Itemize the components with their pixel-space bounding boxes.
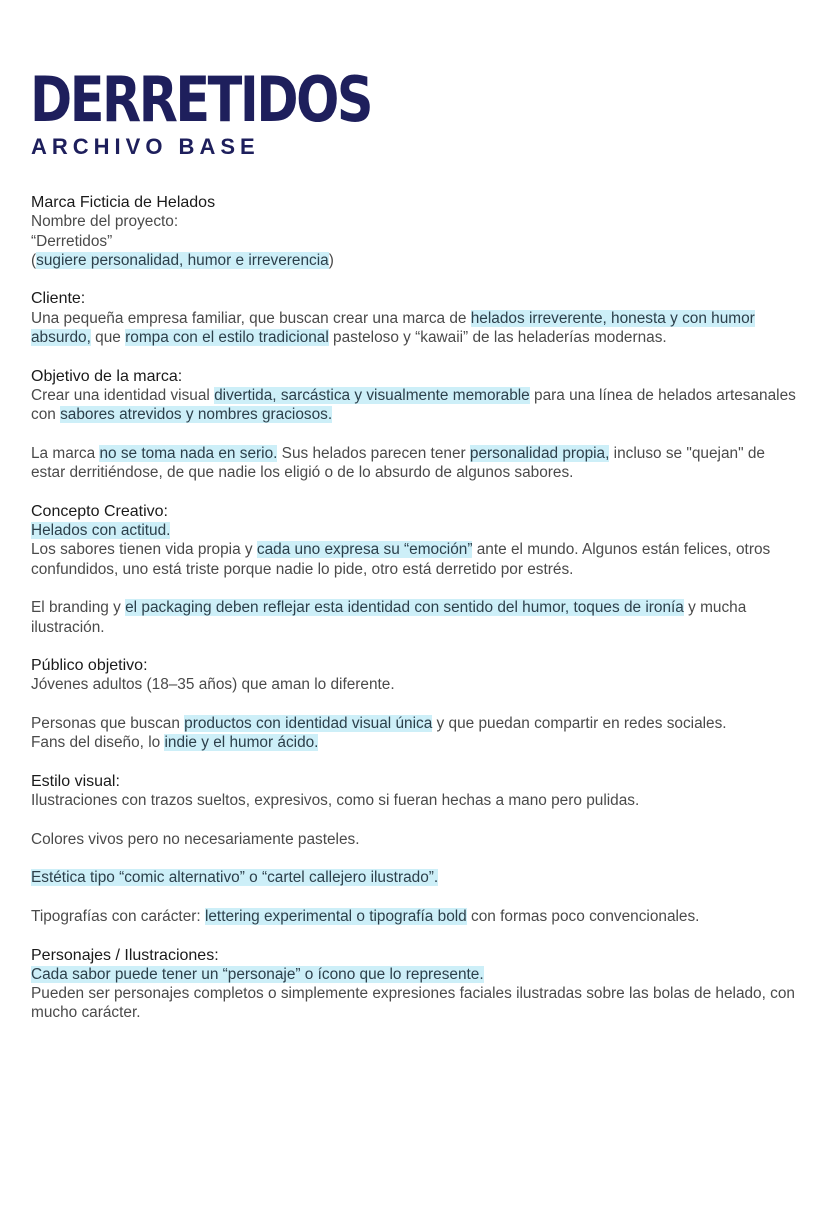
section-heading: Estilo visual: bbox=[31, 772, 120, 790]
body-text: y mucha ilustración. bbox=[31, 599, 747, 636]
body-text: Una pequeña empresa familiar, que buscan crear una marca de bbox=[31, 309, 471, 327]
paragraph bbox=[31, 386, 801, 425]
section-heading: Objetivo de la marca: bbox=[31, 367, 183, 385]
body-text: que bbox=[90, 329, 126, 347]
paragraph bbox=[31, 907, 801, 926]
section bbox=[31, 193, 801, 270]
body-text: El branding y bbox=[31, 599, 126, 617]
highlighted-text: indie y el humor ácido. bbox=[164, 734, 319, 752]
highlighted-text: personalidad propia, bbox=[469, 444, 610, 462]
highlighted-text: helados irreverente, honesta y con humor absurdo, bbox=[31, 309, 755, 347]
paragraph bbox=[31, 444, 801, 483]
highlighted-text: el packaging deben reflejar esta identidad con sentido del humor, toques de ironía bbox=[125, 599, 684, 617]
highlighted-text: cada uno expresa su “emoción” bbox=[256, 541, 473, 559]
section bbox=[31, 367, 801, 483]
highlighted-text: divertida, sarcástica y visualmente memorable bbox=[214, 386, 530, 404]
body-text: “Derretidos” bbox=[31, 232, 113, 250]
body-text: pasteloso y “kawaii” de las heladerías modernas. bbox=[328, 329, 667, 347]
section bbox=[31, 946, 801, 1023]
body-text: incluso se "quejan" de estar derritiéndose, de que nadie los eligió o de lo absurdo de algunos sabores. bbox=[31, 444, 765, 482]
body-text: La marca bbox=[31, 444, 100, 462]
paragraph bbox=[31, 212, 801, 270]
document-body bbox=[31, 193, 801, 1042]
section-heading: Personajes / Ilustraciones: bbox=[31, 946, 219, 964]
section bbox=[31, 289, 801, 347]
section-heading: Concepto Creativo: bbox=[31, 502, 168, 520]
body-text: Los sabores tienen vida propia y bbox=[31, 541, 257, 559]
body-text: Ilustraciones con trazos sueltos, expresivos, como si fueran hechas a mano pero pulidas. bbox=[31, 792, 640, 810]
body-text: para una línea de helados artesanales con bbox=[31, 386, 796, 424]
body-text: y que puedan compartir en redes sociales. bbox=[432, 715, 727, 733]
highlighted-text: sugiere personalidad, humor e irreverencia bbox=[36, 251, 329, 269]
body-text: ) bbox=[328, 251, 334, 269]
body-text: Jóvenes adultos (18–35 años) que aman lo diferente. bbox=[31, 676, 395, 694]
paragraph bbox=[31, 791, 801, 810]
highlighted-text: productos con identidad visual única bbox=[184, 715, 433, 733]
section-heading: Público objetivo: bbox=[31, 657, 148, 675]
highlighted-text: no se toma nada en serio. bbox=[99, 444, 278, 462]
paragraph bbox=[31, 521, 801, 579]
paragraph bbox=[31, 309, 801, 348]
section bbox=[31, 656, 801, 752]
paragraph bbox=[31, 714, 801, 753]
body-text: Personas que buscan bbox=[31, 715, 185, 733]
section-heading: Cliente: bbox=[31, 290, 86, 308]
body-text: Crear una identidad visual bbox=[31, 386, 215, 404]
paragraph bbox=[31, 965, 801, 1023]
paragraph bbox=[31, 830, 801, 849]
highlighted-text: lettering experimental o tipografía bold bbox=[204, 907, 467, 925]
highlighted-text: sabores atrevidos y nombres graciosos. bbox=[60, 406, 333, 424]
section bbox=[31, 502, 801, 637]
body-text: ante el mundo. Algunos están felices, otros confundidos, uno está triste porque nadie lo pide, otro está derretido por estrés. bbox=[31, 541, 771, 578]
brand-logo: DERRETIDOS bbox=[30, 63, 371, 136]
paragraph bbox=[31, 675, 801, 694]
paragraph bbox=[31, 598, 801, 637]
highlighted-text: Estética tipo “comic alternativo” o “cartel callejero ilustrado”. bbox=[31, 869, 439, 887]
highlighted-text: rompa con el estilo tradicional bbox=[125, 329, 329, 347]
document-subtitle: ARCHIVO BASE bbox=[31, 134, 260, 159]
body-text: Tipografías con carácter: bbox=[31, 907, 205, 925]
highlighted-text: Helados con actitud. bbox=[31, 522, 171, 540]
body-text: ( bbox=[31, 251, 37, 269]
body-text: Sus helados parecen tener bbox=[277, 444, 470, 462]
body-text: Nombre del proyecto: bbox=[31, 213, 179, 231]
body-text: Pueden ser personajes completos o simplemente expresiones faciales ilustradas sobre las bolas de helado, con mucho carácter. bbox=[31, 985, 795, 1022]
body-text: Fans del diseño, lo bbox=[31, 734, 165, 752]
paragraph bbox=[31, 868, 801, 887]
section-heading: Marca Ficticia de Helados bbox=[31, 194, 216, 211]
body-text: con formas poco convencionales. bbox=[466, 907, 700, 925]
body-text: Colores vivos pero no necesariamente pasteles. bbox=[31, 830, 360, 848]
highlighted-text: Cada sabor puede tener un “personaje” o ícono que lo represente. bbox=[31, 965, 484, 983]
section bbox=[31, 772, 801, 926]
